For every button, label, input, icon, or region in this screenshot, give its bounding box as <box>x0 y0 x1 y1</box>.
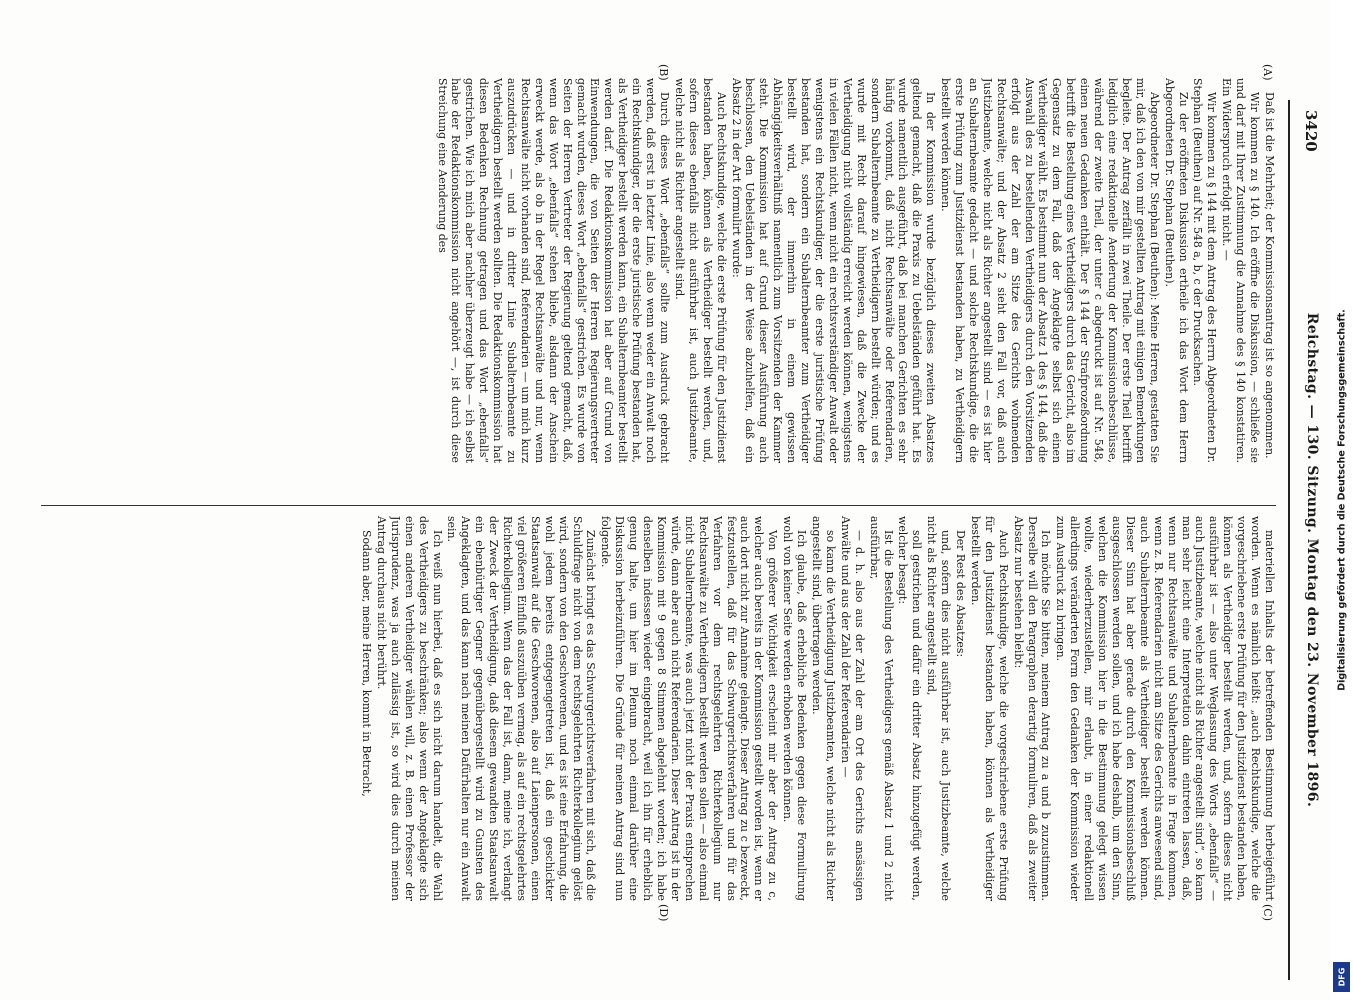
paragraph: soll gestrichen und dafür ein dritter Absatz hinzugefügt werden, welcher besagt: <box>896 516 924 901</box>
paragraph: Ich weiß nun hierbei, daß es sich nicht darum handelt, die Wahl des Vertheidigers zu beschränken; also wenn der Angeklagte sich einen anderen Vertheidiger wählen will, z. B. einen Professor der Jurisprudenz, was ja auch zulässig ist, so wird dies durch meinen Antrag durchaus nicht berührt. <box>374 516 444 901</box>
paragraph: materiellen Inhalts der betreffenden Bestimmung herbeigeführt worden. Wenn es nämlich heißt: „auch Rechtskundige, welche die vorgeschriebene erste Prüfung für den Justizdienst bestanden haben, können als Vertheidiger bestellt werden, und, sofern dieses nicht ausführbar ist — also unter Weglassung des Worts „ebenfalls“ — auch Justizbeamte, welche nicht als Richter angestellt sind“, so kann man sehr leicht eine Interpretation dahin eintreten lassen, daß, wenn nur Rechtsanwälte und Subalternbeamte in Frage kommen, wenn z. B. Referendarien nicht am Sitze des Gerichts anwesend sind, auch Subalternbeamte als Vertheidiger bestellt werden können. Dieser Sinn hat aber gerade durch den Kommissionsbeschluß ausgeschlossen werden sollen, und ich habe deshalb, um den Sinn, welchen die Kommission hier in die Bestimmung gelegt wissen wollte, wiederherzustellen, mir erlaubt, in einer redaktionell allerdings veränderten Form den Gedanken der Kommission wieder zum Ausdruck zu bringen. <box>1054 516 1276 901</box>
paragraph: Zunächst bringt es das Schwurgerichtsverfahren mit sich, daß die Schuldfrage nicht von dem rechtsgelehrten Richterkollegium gelöst wird, sondern von den Geschworenen, und es ist eine Erfahrung, die wohl jedem bereits entgegengetreten ist, daß ein geschickter Staatsanwalt auf die Geschworenen, also auf Laienpersonen, einen viel größeren Einfluß auszuüben vermag, als auf ein rechtsgelehrtes Richterkollegium. Wenn das der Fall ist, dann, meine ich, verlangt der Zweck der Vertheidigung, daß diesem gewandten Staatsanwalt ein ebenbürtiger Gegner gegenübergestellt wird zu Gunsten des Angeklagten, und das kann nach meinen Dafürhalten nur ein Anwalt sein. <box>445 516 598 901</box>
paragraph: Ich glaube, daß erhebliche Bedenken gegen diese Formulirung wohl von keiner Seite werden erhoben werden können. <box>781 516 809 901</box>
margin-mark-b: (B) <box>657 64 670 81</box>
paragraph: — d. h. also aus der Zahl der am Ort des Gerichts ansässigen Anwälte und aus der Zahl der Referendarien — <box>838 516 866 901</box>
paragraph: Ist die Bestellung des Vertheidigers gemäß Absatz 1 und 2 nicht ausführbar, <box>867 516 895 901</box>
paragraph: Auch Rechtskundige, welche die vorgeschriebene erste Prüfung für den Justizdienst bestanden haben, können als Vertheidiger bestellt werden. <box>968 516 1010 901</box>
paragraph: Auch Rechtskundige, welche die erste Prüfung für den Justizdienst bestanden haben, können als Vertheidiger bestellt werden, und, sofern dieses ebenfalls nicht ausführbar ist, auch Justizbeamte, welche nicht als Richter angestellt sind. <box>672 78 728 463</box>
paragraph: Sodann aber, meine Herren, kommt in Betracht, <box>360 530 373 797</box>
text-column-left <box>46 78 1276 463</box>
dfg-logo-text: DFG <box>1337 967 1346 987</box>
paragraph: Von größerer Wichtigkeit erscheint mir aber der Antrag zu c, welcher auch bereits in der Kommission gestellt worden ist, wenn er auch dort nicht zur Annahme gelangte. Dieser Antrag zu c bezweckt, festzustellen, daß für das Schwurgerichtsverfahren und für das Verfahren vor dem rechtsgelehrten Richterkollegium nur Rechtsanwälte zu Vertheidigern bestellt werden sollen — also einmal nicht Subalternbeamte, was auch jetzt nicht der Praxis entsprechen würde, dann aber auch nicht Referendarien. Dieser Antrag ist in der Kommission mit 9 gegen 8 Stimmen abgelehnt worden; ich habe denselben indessen wieder eingebracht, weil ich ihn für erheblich genug halte, um hier im Plenum noch einmal darüber eine Diskussion herbeizuführen. Die Gründe für meinen Antrag sind nun folgende. <box>599 516 780 901</box>
paragraph: Zu der eröffneten Diskussion ertheile ich das Wort dem Herrn Abgeordneten Dr. Stephan (Beuthen). <box>1162 78 1190 463</box>
paragraph: Daß ist die Mehrheit; der Kommissionsantrag ist so angenommen. <box>1263 92 1276 459</box>
page-header <box>1290 0 1330 1000</box>
credit-text: Digitalisierung gefördert durch die Deutsche Forschungsgemeinschaft. <box>1336 309 1347 691</box>
paragraph: In der Kommission wurde bezüglich dieses zweiten Absatzes geltend gemacht, daß die Praxis zu Uebelständen geführt hat. Es wurde namentlich ausgeführt, daß bei manchen Gerichten es sehr häufig vorkommt, daß nicht Rechtsanwälte oder Referendarien, sondern Subalternbeamte zu Vertheidigern bestellt würden; und es wurde mit Recht darauf hingewiesen, daß die Zwecke der Vertheidigung nicht vollständig erreicht werden können, wenigstens in vielen Fällen nicht, wenn nicht ein rechtsverständiger Anwalt oder wenigstens ein Rechtskundiger, der die erste juristische Prüfung bestanden hat, sondern ein Subalternbeamter zum Vertheidiger bestellt wird, der immerhin in einem gewissen Abhängigkeitsverhältniß namentlich zum Vorsitzenden der Kammer steht. Die Kommission hat auf Grund dieser Ausführung auch beschlossen, den Uebelständen in der Weise abzuhelfen, daß ein Absatz 2 in der Art formulirt wurde: <box>729 78 938 463</box>
text-column-right <box>46 516 1276 901</box>
paragraph: und, sofern dies nicht ausführbar ist, auch Justizbeamte, welche nicht als Richter angestellt sind, <box>925 516 953 901</box>
margin-mark-d: (D) <box>657 904 670 922</box>
margin-mark-a: (A) <box>1261 64 1274 81</box>
dfg-logo <box>1333 962 1350 992</box>
paragraph: Der Rest des Absatzes: <box>954 530 968 658</box>
paragraph: Wir kommen zu § 140. Ich eröffne die Diskussion, — schließe sie und darf mit Ihrer Zustimmung die Annahme des § 140 konstatiren. Ein Widerspruch erfolgt nicht. — <box>1220 78 1262 463</box>
paragraph: Wir kommen zu § 144 mit dem Antrag des Herrn Abgeordneten Dr. Stephan (Beuthen) auf Nr. 548 a, b, c der Drucksachen. <box>1191 78 1219 463</box>
digitization-credit-strip <box>1330 0 1353 1000</box>
page-number: 3420 <box>1302 110 1320 152</box>
paragraph: so kann die Vertheidigung Justizbeamten, welche nicht als Richter angestellt sind, übertragen werden. <box>810 516 837 901</box>
margin-mark-c: (C) <box>1261 904 1274 921</box>
paragraph: Ich möchte Sie bitten, meinem Antrag zu a und b zuzustimmen. Derselbe will den Paragraphen derartig formuliren, daß als zweiter Absatz nur bestehen bleibt: <box>1011 516 1053 901</box>
running-title: Reichstag. — 130. Sitzung. Montag den 23. November 1896. <box>1304 312 1320 808</box>
header-rule <box>1288 100 1290 980</box>
column-divider <box>41 505 1276 506</box>
paragraph: Abgeordneter Dr. Stephan (Beuthen): Meine Herren, gestatten Sie mir, daß ich den von mir gestellten Antrag mit einigen Bemerkungen begleite. Der Antrag zerfällt in zwei Theile. Der erste Theil betrifft lediglich eine redaktionelle Aenderung der Kommissionsbeschlüsse, während der zweite Theil, der unter c abgedruckt ist auf Nr. 548, einen neuen Gedanken enthält. Der § 144 der Strafprozeßordnung betrifft die Bestellung eines Vertheidigers durch das Gericht, also im Gegensatz zu dem Fall, daß der Angeklagte selbst sich einen Vertheidiger wählt. Es bestimmt nun der Absatz 1 des § 144, daß die Auswahl des zu bestellenden Vertheidigers durch den Vorsitzenden erfolgt aus der Zahl der am Sitze des Gerichts wohnenden Rechtsanwälte; und der Absatz 2 sieht den Fall vor, daß auch Justizbeamte, welche nicht als Richter angestellt sind — es ist hier an Subalternbeamte gedacht — und solche Rechtskundige, die die erste Prüfung zum Justizdienst bestanden haben, zu Vertheidigern bestellt werden können. <box>939 78 1161 463</box>
paragraph: Durch dieses Wort „ebenfalls“ sollte zum Ausdruck gebracht werden, daß erst in letzter Linie, also wenn weder ein Anwalt noch ein Rechtskundiger, der die erste juristische Prüfung bestanden hat, als Vertheidiger bestellt werden kann, ein Subalternbeamter bestellt werden darf. Die Redaktionskommission hat aber auf Grund von Einwendungen, die von Seiten der Herren Regierungsvertreter gemacht wurden, dieses Wort „ebenfalls“ gestrichen. Es wurde von Seiten der Herren Vertreter der Regierung geltend gemacht, daß, wenn das Wort „ebenfalls“ stehen bliebe, alsdann der Anschein erweckt werde, als ob in der Regel Rechtsanwälte und nur, wenn Rechtsanwälte nicht vorhanden sind, Referendarien — um mich kurz auszudrücken — und in dritter Linie Subalternbeamte zu Vertheidigern bestellt werden sollten. Die Redaktionskommission hat diesen Bedenken Rechnung getragen und das Wort „ebenfalls“ gestrichen. Wie ich mich aber nachher überzeugt habe — ich selbst habe der Redaktionskommission nicht angehört —, ist durch diese Streichung eine Aenderung des <box>435 78 672 463</box>
